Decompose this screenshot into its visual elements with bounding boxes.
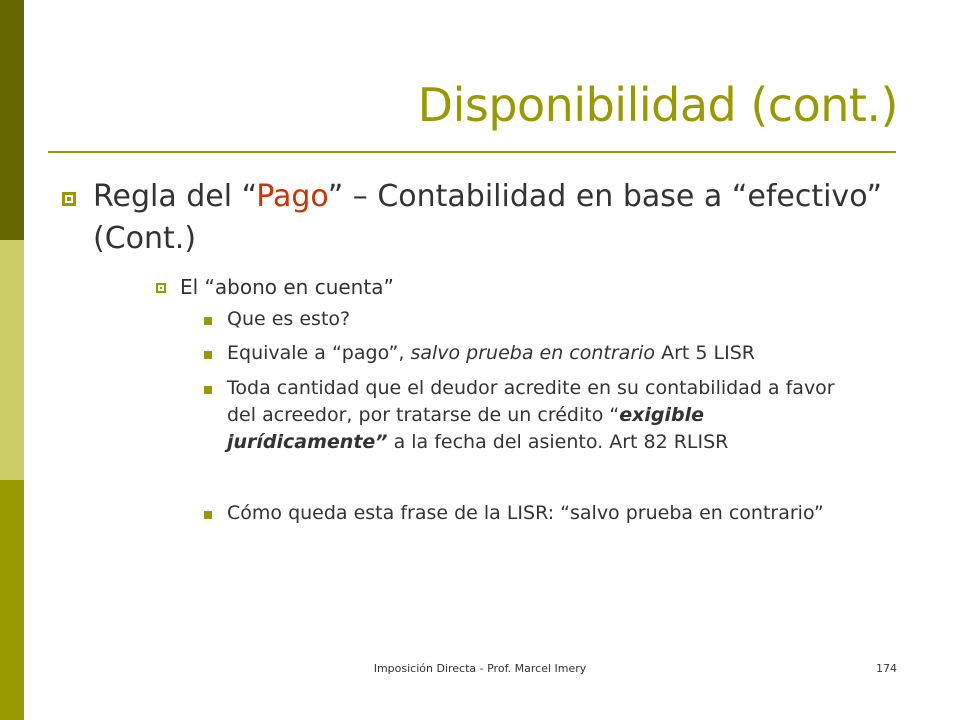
title-divider bbox=[48, 151, 896, 153]
bullet-level3-item bbox=[204, 500, 864, 527]
bullet1-part2: ” – Contabilidad en base a “efectivo” (Cont.) bbox=[93, 179, 883, 256]
bullet-level3-text bbox=[227, 340, 904, 367]
bullet-level3-text bbox=[227, 375, 854, 456]
bullet-level3-item bbox=[204, 306, 904, 333]
b2-part2: Art 5 LISR bbox=[655, 342, 755, 364]
square-bullet-icon bbox=[62, 192, 76, 206]
bullet1-accent: Pago bbox=[256, 179, 328, 214]
left-bar-bottom bbox=[0, 480, 24, 720]
filled-square-bullet-icon bbox=[204, 317, 212, 325]
bullet-level2-text: El “abono en cuenta” bbox=[180, 275, 394, 299]
page-number: 174 bbox=[876, 662, 897, 675]
filled-square-bullet-icon bbox=[204, 351, 212, 359]
slide-title: Disponibilidad (cont.) bbox=[417, 78, 898, 132]
b2-part1: Equivale a “pago”, bbox=[227, 342, 411, 364]
bullet1-part1: Regla del “ bbox=[93, 179, 257, 214]
bullet-level3-item bbox=[204, 375, 854, 456]
square-bullet-icon bbox=[156, 283, 166, 293]
filled-square-bullet-icon bbox=[204, 386, 212, 394]
b3-part1: Toda cantidad que el deudor acredite en su contabilidad a favor del acreedor, por tratarse de un crédito “ bbox=[227, 377, 835, 426]
b3-part2: a la fecha del asiento. Art 82 RLISR bbox=[387, 431, 729, 453]
bullet-level3-item bbox=[204, 340, 904, 367]
left-bar-top bbox=[0, 0, 24, 240]
footer-text: Imposición Directa - Prof. Marcel Imery bbox=[373, 662, 587, 675]
bullet-level1-text bbox=[93, 176, 902, 260]
filled-square-bullet-icon bbox=[204, 511, 212, 519]
b3-bold-italic: exigible jurídicamente” bbox=[227, 404, 704, 453]
bullet-level1 bbox=[62, 176, 902, 260]
bullet-level2 bbox=[156, 272, 394, 302]
left-bar-middle bbox=[0, 240, 24, 480]
bullet-level3-text: Que es esto? bbox=[227, 308, 351, 330]
b2-italic: salvo prueba en contrario bbox=[410, 342, 656, 364]
bullet-level3-text: Cómo queda esta frase de la LISR: “salvo prueba en contrario” bbox=[227, 502, 824, 524]
